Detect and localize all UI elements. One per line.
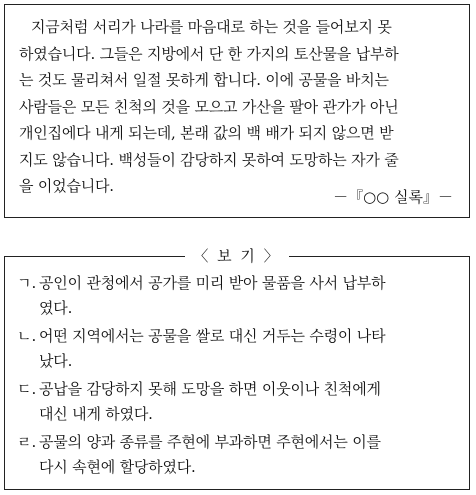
source-passage-box bbox=[4, 4, 470, 218]
item-marker: ㄷ. bbox=[17, 380, 37, 398]
source-line-6: 지도 않습니다. 백성들이 감당하지 못하여 도망하는 자가 줄 bbox=[19, 150, 399, 169]
source-line-4: 사람들은 모든 친척의 것을 모으고 가산을 팔아 관가가 아닌 bbox=[19, 97, 399, 116]
item-line: 다시 속현에 할당하였다. bbox=[39, 458, 196, 476]
item-line: 공납을 감당하지 못해 도망을 하면 이웃이나 친척에게 bbox=[39, 380, 381, 398]
bogi-title: 〈 보 기 〉 bbox=[185, 247, 288, 265]
item-text bbox=[39, 377, 459, 427]
item-text bbox=[39, 324, 459, 374]
source-line-3: 는 것도 물리쳐서 일절 못하게 합니다. 이에 공물을 바치는 bbox=[19, 71, 389, 89]
item-marker: ㄱ. bbox=[17, 274, 37, 292]
bogi-item-nieun bbox=[17, 324, 459, 374]
item-line: 대신 내게 하였다. bbox=[39, 405, 153, 423]
item-line: 어떤 지역에서는 공물을 쌀로 대신 거두는 수령이 나타 bbox=[39, 327, 386, 345]
bogi-title-wrap bbox=[5, 246, 469, 266]
item-line: 였다. bbox=[39, 299, 73, 317]
item-marker: ㄴ. bbox=[17, 327, 37, 345]
source-line-2: 하였습니다. 그들은 지방에서 단 한 가지의 토산물을 납부하 bbox=[19, 44, 399, 63]
bogi-item-giyeok bbox=[17, 271, 459, 321]
item-line: 났다. bbox=[39, 352, 73, 370]
source-line-5: 개인집에다 내게 되는데, 본래 값의 백 배가 되지 않으면 받 bbox=[19, 124, 394, 142]
item-text bbox=[39, 430, 459, 480]
source-line-1: 지금처럼 서리가 나라를 마음대로 하는 것을 들어보지 못 bbox=[31, 18, 392, 36]
bogi-item-rieul bbox=[17, 430, 459, 480]
item-marker: ㄹ. bbox=[17, 433, 37, 451]
item-line: 공물의 양과 종류를 주현에 부과하면 주현에서는 이를 bbox=[39, 433, 381, 451]
source-citation: －『○○ 실록』－ bbox=[333, 188, 453, 206]
item-line: 공인이 관청에서 공가를 미리 받아 물품을 사서 납부하 bbox=[39, 274, 386, 292]
item-text bbox=[39, 271, 459, 321]
bogi-item-digeut bbox=[17, 377, 459, 427]
source-line-7: 을 이었습니다. bbox=[19, 177, 114, 195]
bogi-box bbox=[4, 247, 470, 490]
